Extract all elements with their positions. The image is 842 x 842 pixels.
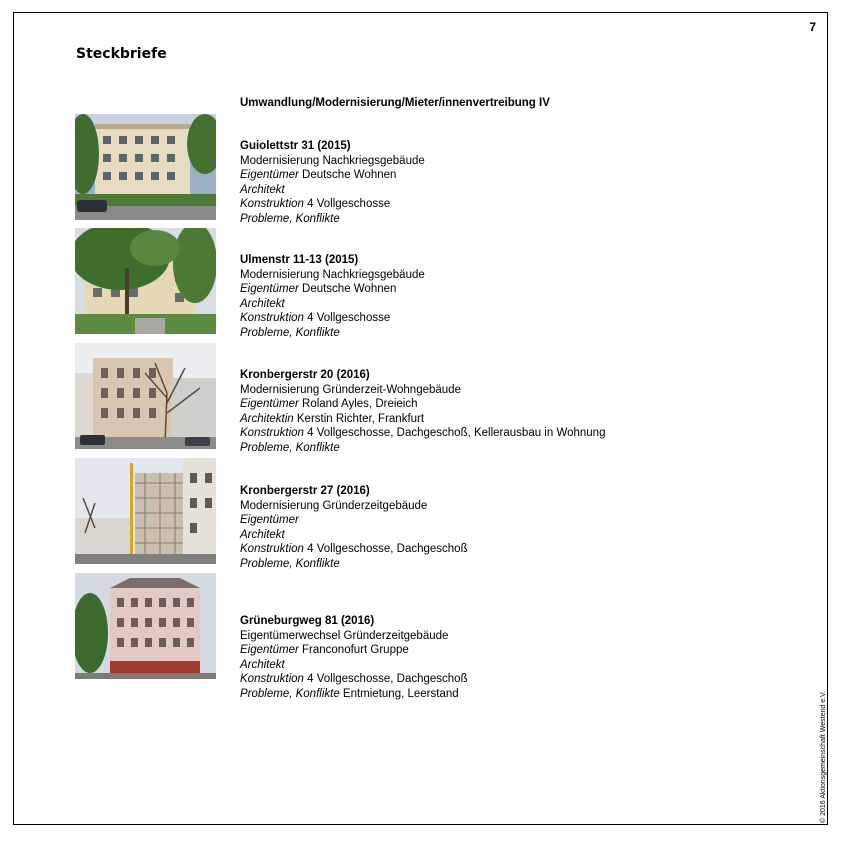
entry-architect (240, 528, 468, 543)
building-photo-icon (75, 114, 216, 220)
building-photo-kronbergerstr-20 (75, 343, 216, 449)
construction-value: 4 Vollgeschosse, Dachgeschoß, Kellerausbau in Wohnung (303, 427, 606, 439)
owner-value: Franconofurt Gruppe (298, 644, 409, 656)
construction-value: 4 Vollgeschosse, Dachgeschoß (303, 543, 468, 555)
entry-problems (240, 557, 468, 572)
construction-label: Konstruktion (240, 673, 304, 685)
entry-construction (240, 426, 605, 441)
owner-label: Eigentümer (240, 169, 299, 181)
entry-kronbergerstr-27 (240, 484, 468, 571)
entry-owner (240, 282, 425, 297)
architect-label: Architekt (240, 297, 285, 310)
entry-construction (240, 672, 468, 687)
entry-description: Modernisierung Gründerzeit-Wohngebäude (240, 383, 461, 396)
building-photo-ulmenstr (75, 228, 216, 334)
construction-value: 4 Vollgeschosse, Dachgeschoß (303, 673, 468, 685)
construction-label: Konstruktion (240, 543, 304, 555)
architect-label: Architektin (240, 412, 294, 425)
construction-label: Konstruktion (240, 312, 304, 324)
architect-label: Architekt (240, 183, 285, 196)
entry-title: Ulmenstr 11-13 (2015) (240, 254, 359, 266)
problems-label: Probleme, Konflikte (240, 212, 340, 225)
entry-guiolettstr (240, 139, 425, 226)
entry-problems (240, 326, 425, 341)
entry-architect (240, 412, 605, 427)
architect-label: Architekt (240, 528, 285, 541)
entry-title: Kronbergerstr 27 (2016) (240, 485, 370, 497)
entry-ulmenstr (240, 253, 425, 340)
owner-value: Deutsche Wohnen (298, 169, 397, 181)
copyright-notice: © 2016 Aktionsgemeinschaft Westend e.V. (820, 690, 827, 823)
entry-architect (240, 183, 425, 198)
owner-label: Eigentümer (240, 398, 299, 410)
problems-label: Probleme, Konflikte (240, 557, 340, 570)
building-photo-grueneburgweg (75, 573, 216, 679)
entry-architect (240, 658, 468, 673)
entry-owner (240, 513, 468, 528)
entry-description: Modernisierung Gründerzeitgebäude (240, 499, 428, 512)
entry-construction (240, 311, 425, 326)
construction-label: Konstruktion (240, 427, 304, 439)
entry-title: Kronbergerstr 20 (2016) (240, 369, 370, 381)
entry-architect (240, 297, 425, 312)
problems-value: Entmietung, Leerstand (339, 687, 459, 700)
entry-problems (240, 212, 425, 227)
owner-label: Eigentümer (240, 283, 299, 295)
entry-title: Guiolettstr 31 (2015) (240, 140, 351, 152)
section-title: Steckbriefe (76, 46, 167, 62)
building-photo-icon (75, 458, 216, 564)
problems-label: Probleme, Konflikte (240, 326, 340, 339)
building-photo-guiolettstr (75, 114, 216, 220)
entry-grueneburgweg (240, 614, 468, 701)
owner-label: Eigentümer (240, 514, 299, 526)
entry-owner (240, 168, 425, 183)
problems-label: Probleme, Konflikte (240, 441, 340, 454)
entry-title: Grüneburgweg 81 (2016) (240, 615, 375, 627)
entry-description: Eigentümerwechsel Gründerzeitgebäude (240, 629, 449, 642)
building-photo-icon (75, 343, 216, 449)
entry-construction (240, 197, 425, 212)
building-photo-kronbergerstr-27 (75, 458, 216, 564)
entry-owner (240, 397, 605, 412)
entry-owner (240, 643, 468, 658)
construction-label: Konstruktion (240, 198, 304, 210)
building-photo-icon (75, 573, 216, 679)
building-photo-icon (75, 228, 216, 334)
owner-label: Eigentümer (240, 644, 299, 656)
entry-problems (240, 441, 605, 456)
entry-problems (240, 687, 468, 702)
entry-description: Modernisierung Nachkriegsgebäude (240, 154, 425, 167)
construction-value: 4 Vollgeschosse (303, 198, 391, 210)
problems-label: Probleme, Konflikte (240, 687, 340, 700)
section-heading: Umwandlung/Modernisierung/Mieter/innenvertreibung IV (240, 97, 550, 109)
architect-label: Architekt (240, 658, 285, 671)
entry-construction (240, 542, 468, 557)
entry-description: Modernisierung Nachkriegsgebäude (240, 268, 425, 281)
construction-value: 4 Vollgeschosse (303, 312, 391, 324)
entry-kronbergerstr-20 (240, 368, 605, 455)
page-number: 7 (809, 20, 816, 34)
architect-value: Kerstin Richter, Frankfurt (293, 412, 425, 425)
owner-value: Roland Ayles, Dreieich (298, 398, 418, 410)
owner-value: Deutsche Wohnen (298, 283, 397, 295)
